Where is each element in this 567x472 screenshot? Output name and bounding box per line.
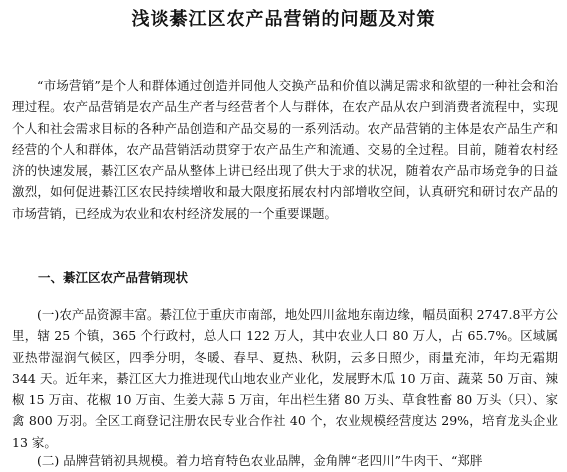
- intro-paragraph: “市场营销”是个人和群体通过创造并同他人交换产品和价值以满足需求和欲望的一种社会和治理过程。农产品营销是农产品生产者与经营者个人与群体，在农产品从农户到消费者流程中，实现个人和社会需求目标的各种产品创造和产品交易的一系列活动。农产品营销的主体是农产品生产和经营的个人和群体，农产品营销活动贯穿于农产品生产和流通、交易的全过程。目前，随着农村经济的快速发展，綦江区农产品从整体上讲已经出现了供大于求的状况，随着农产品市场竞争的日益激烈，如何促进綦江区农民持续增收和最大限度拓展农村内部增收空间，认真研究和研讨农产品的市场营销，已经成为农业和农村经济发展的一个重要课题。: [12, 78, 558, 221]
- section-heading: 一、綦江区农产品营销现状: [38, 270, 189, 285]
- document-title: 浅谈綦江区农产品营销的问题及对策: [131, 9, 436, 30]
- body-paragraph-brand: (二) 品牌营销初具规模。着力培育特色农业品牌，金角牌“老四川”牛肉干、“郑胖: [37, 453, 483, 468]
- body-paragraph-resources: (一)农产品资源丰富。綦江位于重庆市南部，地处四川盆地东南边缘，幅员面积 2747.8平方公里，辖 25 个镇，365 个行政村，总人口 122 万人，其中农业人口 80 万人，占 65.7%。区域属亚热带湿润气候区，四季分明，冬暖、春早、夏热、秋阴，云多日照少，雨量充沛，年均无霜期 344 天。近年来，綦江区大力推进现代山地农业产业化，发展野木瓜 10 万亩、蔬菜 50 万亩、辣椒 15 万亩、花椒 10 万亩、生姜大蒜 5 万亩，年出栏生猪 80 万头、草食牲畜 80 万头（只）、家禽 800 万羽。全区工商登记注册农民专业合作社 40 个，农业规模经营度达 29%，培育龙头企业 13 家。: [12, 307, 558, 450]
